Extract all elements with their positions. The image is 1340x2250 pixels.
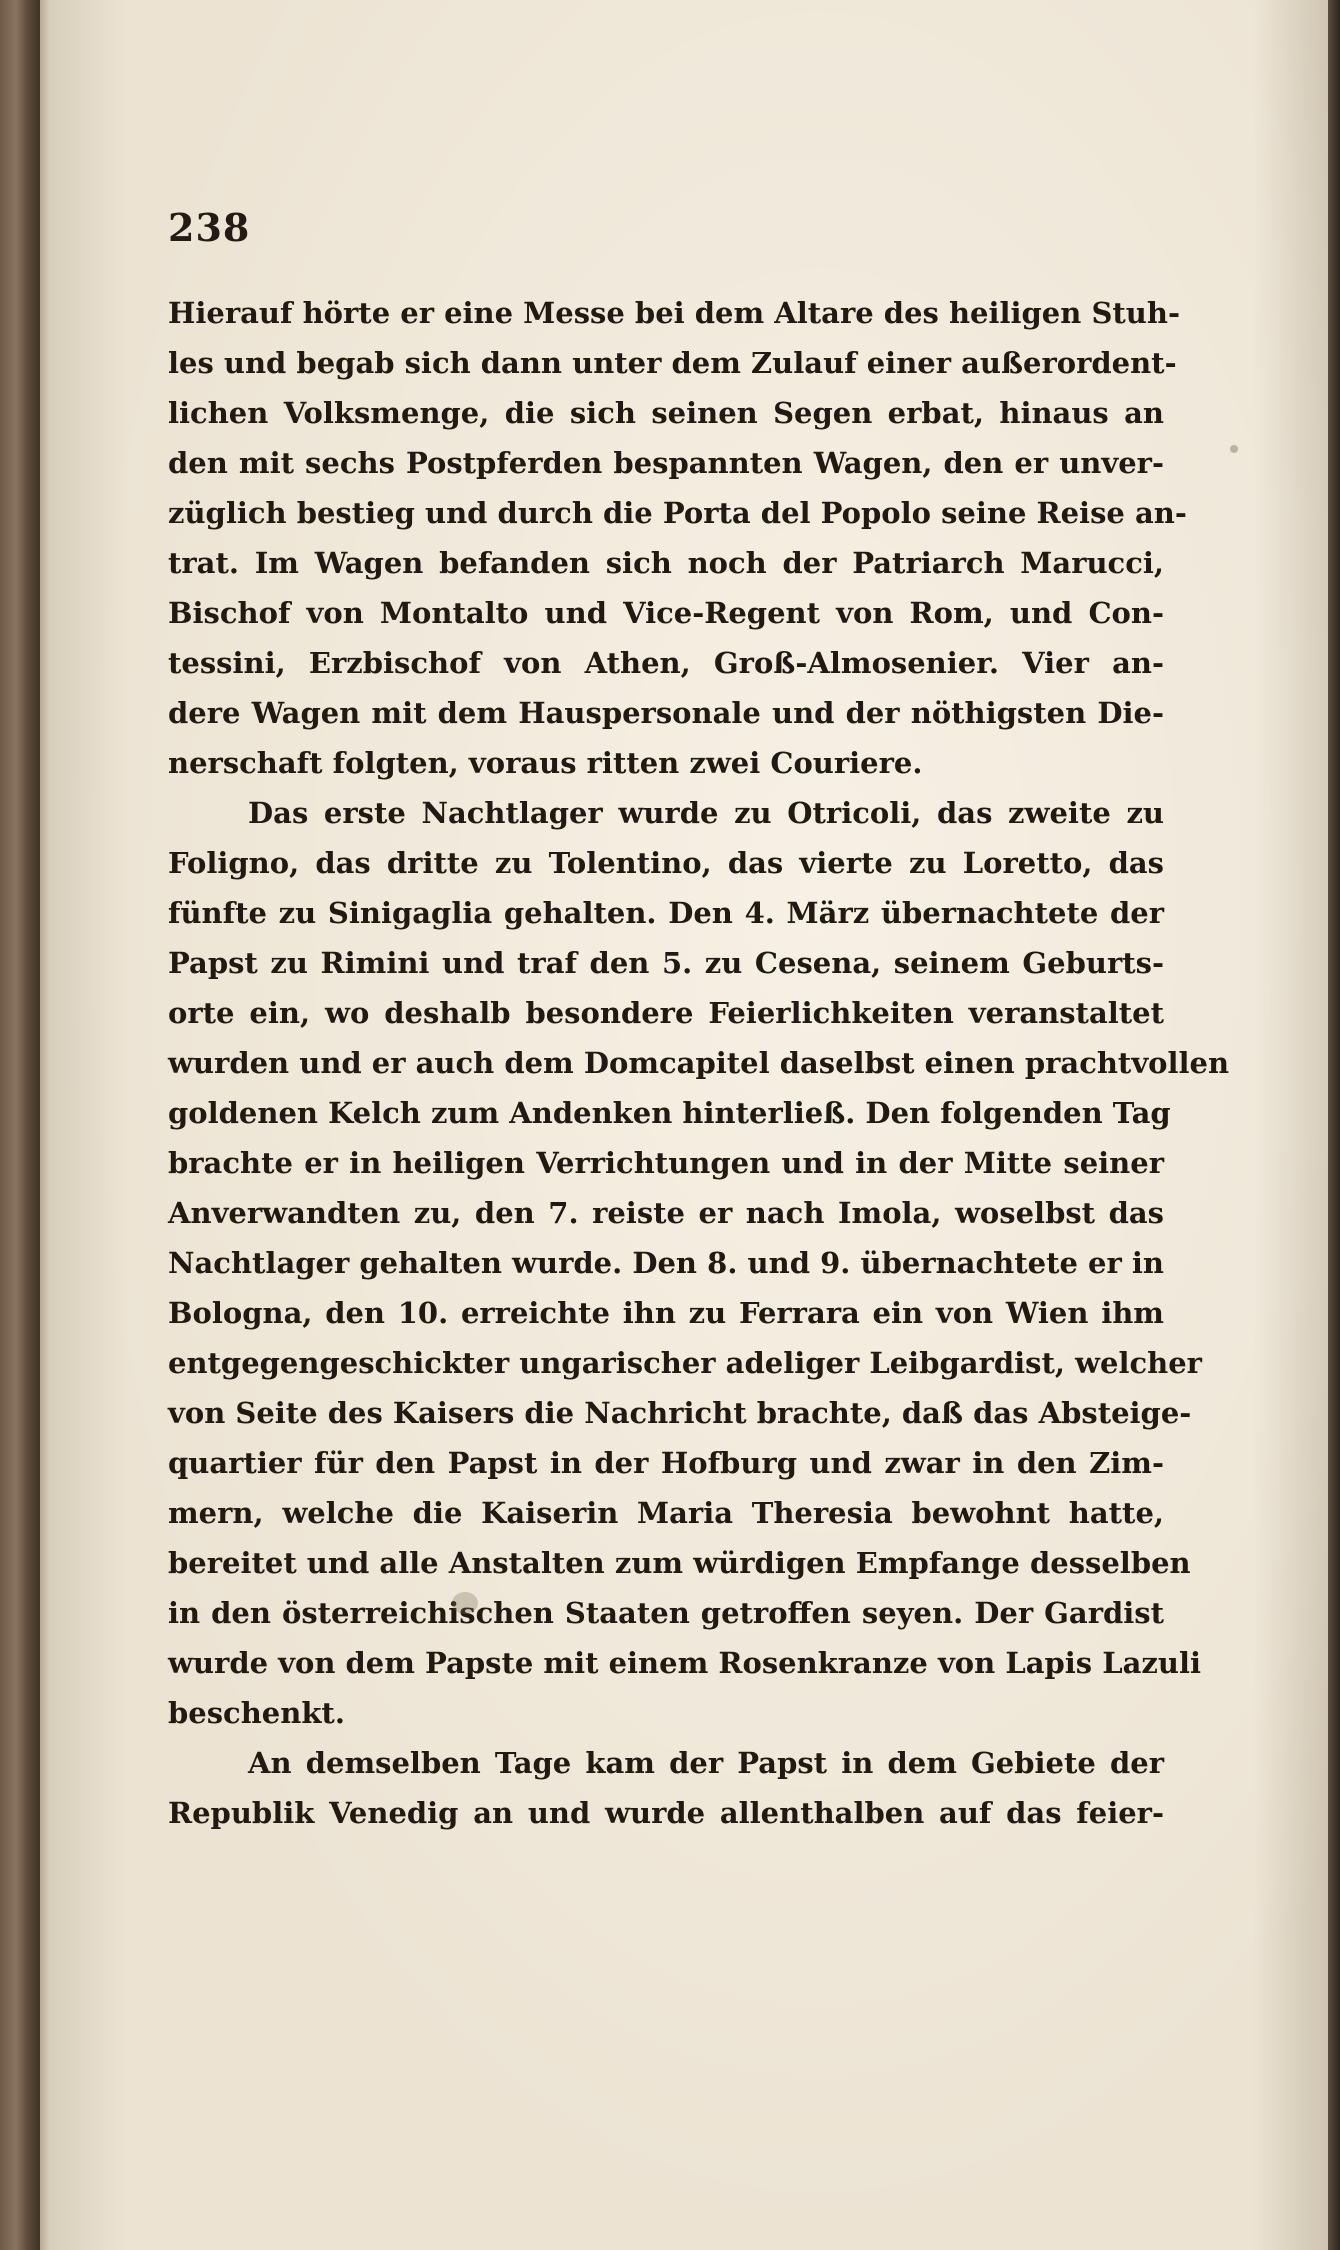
text-line: von Seite des Kaisers die Nachricht brachte, daß das Absteige-	[168, 1396, 1192, 1430]
page-right-edge	[1328, 0, 1340, 2250]
body-text	[168, 288, 1230, 1838]
text-line: trat. Im Wagen befanden sich noch der Patriarch Marucci,	[168, 546, 1164, 580]
text-line: Foligno, das dritte zu Tolentino, das vierte zu Loretto, das	[168, 846, 1164, 880]
paragraph-2	[168, 788, 1230, 1738]
text-line: Papst zu Rimini und traf den 5. zu Cesena, seinem Geburts-	[168, 946, 1164, 980]
text-line: bereitet und alle Anstalten zum würdigen Empfange desselben	[168, 1546, 1191, 1580]
text-line: nerschaft folgten, voraus ritten zwei Couriere.	[168, 746, 923, 780]
page-number: 238	[168, 205, 251, 250]
text-line: lichen Volksmenge, die sich seinen Segen erbat, hinaus an	[168, 396, 1164, 430]
text-line: Das erste Nachtlager wurde zu Otricoli, das zweite zu	[248, 796, 1164, 830]
text-line: dere Wagen mit dem Hauspersonale und der nöthigsten Die-	[168, 696, 1164, 730]
text-line: wurden und er auch dem Domcapitel daselbst einen prachtvollen	[168, 1046, 1230, 1080]
text-line: quartier für den Papst in der Hofburg und zwar in den Zim-	[168, 1446, 1164, 1480]
text-line: fünfte zu Sinigaglia gehalten. Den 4. März übernachtete der	[168, 896, 1164, 930]
text-line: tessini, Erzbischof von Athen, Groß-Almosenier. Vier an-	[168, 646, 1164, 680]
text-line: Bischof von Montalto und Vice-Regent von Rom, und Con-	[168, 596, 1164, 630]
text-line: Hierauf hörte er eine Messe bei dem Altare des heiligen Stuh-	[168, 296, 1180, 330]
text-line: Bologna, den 10. erreichte ihn zu Ferrara ein von Wien ihm	[168, 1296, 1164, 1330]
text-line: orte ein, wo deshalb besondere Feierlichkeiten veranstaltet	[168, 996, 1164, 1030]
text-line: züglich bestieg und durch die Porta del Popolo seine Reise an-	[168, 496, 1187, 530]
text-line: beschenkt.	[168, 1696, 345, 1730]
text-line: den mit sechs Postpferden bespannten Wagen, den er unver-	[168, 446, 1164, 480]
text-line: goldenen Kelch zum Andenken hinterließ. Den folgenden Tag	[168, 1096, 1171, 1130]
book-binding	[0, 0, 40, 2250]
text-line: mern, welche die Kaiserin Maria Theresia bewohnt hatte,	[168, 1496, 1164, 1530]
binding-edge	[40, 0, 50, 2250]
ink-smudge	[1230, 445, 1238, 453]
text-line: brachte er in heiligen Verrichtungen und in der Mitte seiner	[168, 1146, 1164, 1180]
text-line: Nachtlager gehalten wurde. Den 8. und 9. übernachtete er in	[168, 1246, 1164, 1280]
paragraph-3	[168, 1738, 1164, 1838]
text-line: entgegengeschickter ungarischer adeliger Leibgardist, welcher	[168, 1346, 1202, 1380]
text-line: in den österreichischen Staaten getroffen seyen. Der Gardist	[168, 1596, 1164, 1630]
paragraph-1	[168, 288, 1187, 788]
ink-smudge	[452, 1592, 478, 1614]
text-line: Anverwandten zu, den 7. reiste er nach Imola, woselbst das	[168, 1196, 1164, 1230]
text-line: les und begab sich dann unter dem Zulauf einer außerordent-	[168, 346, 1177, 380]
text-line: wurde von dem Papste mit einem Rosenkranze von Lapis Lazuli	[168, 1646, 1201, 1680]
text-line: Republik Venedig an und wurde allenthalben auf das feier-	[168, 1796, 1164, 1830]
text-line: An demselben Tage kam der Papst in dem Gebiete der	[248, 1746, 1164, 1780]
